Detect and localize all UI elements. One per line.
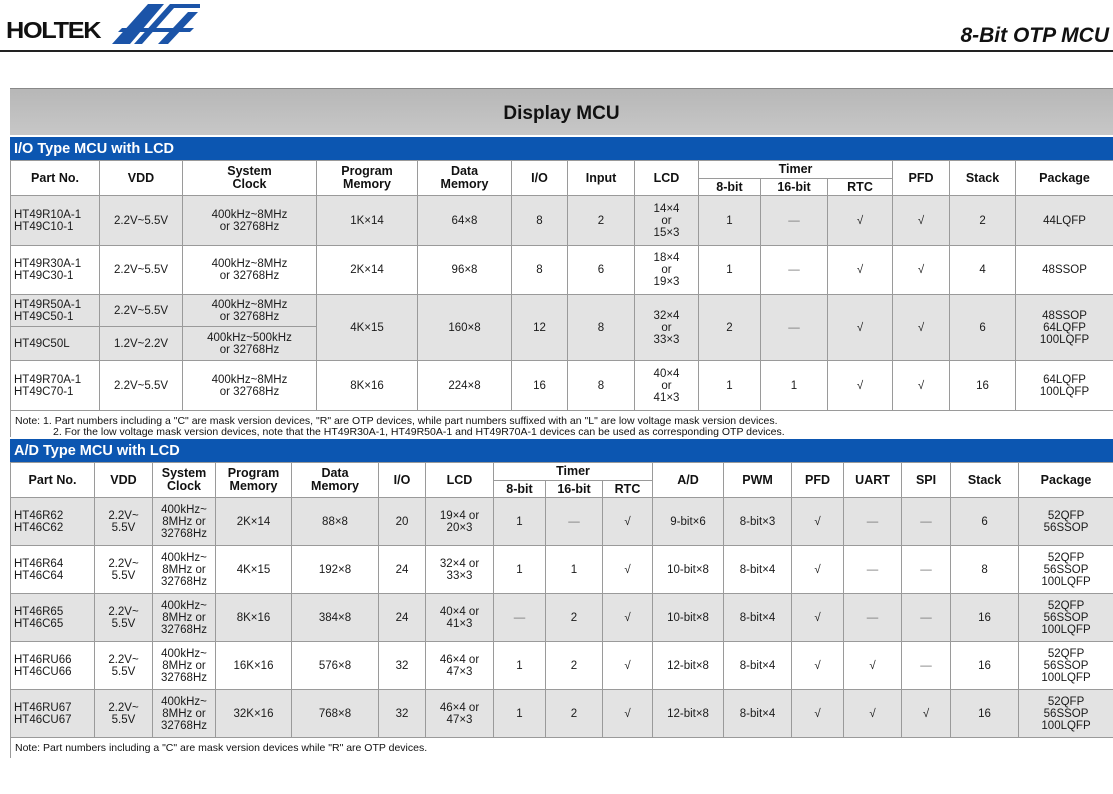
col-data-memory: Data Memory (418, 161, 512, 196)
cell-vdd: 2.2V~ 5.5V (95, 546, 153, 594)
cell-clock: 400kHz~ 8MHz or 32768Hz (153, 642, 216, 690)
col-timer-8bit: 8-bit (699, 179, 761, 196)
cell-timer-8bit: 1 (699, 246, 761, 295)
cell-rtc: √ (603, 642, 653, 690)
col-lcd: LCD (635, 161, 699, 196)
cell-package: 52QFP 56SSOP 100LQFP (1019, 546, 1113, 594)
cell-spi: — (902, 498, 951, 546)
cell-rtc: √ (603, 690, 653, 738)
table-row (11, 295, 1113, 327)
cell-clock: 400kHz~8MHz or 32768Hz (183, 295, 317, 327)
col-pfd: PFD (893, 161, 950, 196)
col-vdd: VDD (95, 463, 153, 498)
col-stack: Stack (950, 161, 1016, 196)
ad-table-body (11, 498, 1113, 738)
cell-pfd: √ (893, 295, 950, 361)
cell-clock: 400kHz~500kHz or 32768Hz (183, 327, 317, 361)
cell-program: 16K×16 (216, 642, 292, 690)
cell-clock: 400kHz~ 8MHz or 32768Hz (153, 594, 216, 642)
cell-pfd: √ (893, 246, 950, 295)
cell-io: 8 (512, 196, 568, 246)
col-pfd: PFD (792, 463, 844, 498)
cell-clock: 400kHz~ 8MHz or 32768Hz (153, 690, 216, 738)
cell-part: HT46R62 HT46C62 (11, 498, 95, 546)
cell-lcd: 40×4 or 41×3 (426, 594, 494, 642)
header-rule (0, 50, 1113, 52)
io-note (10, 411, 1113, 437)
cell-data: 224×8 (418, 361, 512, 411)
cell-clock: 400kHz~8MHz or 32768Hz (183, 361, 317, 411)
ad-note: Note: Part numbers including a "C" are mask version devices while "R" are OTP devices. (10, 738, 1113, 758)
table-row (11, 498, 1113, 546)
cell-lcd: 32×4 or 33×3 (426, 546, 494, 594)
table-row (11, 642, 1113, 690)
cell-t8: — (494, 594, 546, 642)
logo-wing-icon (108, 0, 203, 46)
cell-pwm: 8-bit×4 (724, 594, 792, 642)
cell-pwm: 8-bit×4 (724, 546, 792, 594)
cell-t16: — (546, 498, 603, 546)
cell-part: HT46R64 HT46C64 (11, 546, 95, 594)
cell-program: 2K×14 (216, 498, 292, 546)
document-title: 8-Bit OTP MCU (960, 24, 1109, 47)
cell-uart: √ (844, 690, 902, 738)
cell-io: 16 (512, 361, 568, 411)
cell-timer-8bit: 1 (699, 196, 761, 246)
holtek-logo (6, 0, 206, 50)
cell-rtc: √ (603, 546, 653, 594)
cell-package: 44LQFP (1016, 196, 1113, 246)
cell-ad: 10-bit×8 (653, 594, 724, 642)
cell-timer-8bit: 1 (699, 361, 761, 411)
cell-program: 2K×14 (317, 246, 418, 295)
cell-pwm: 8-bit×3 (724, 498, 792, 546)
cell-io: 8 (512, 246, 568, 295)
cell-input: 8 (568, 361, 635, 411)
ad-type-table (10, 462, 1113, 738)
cell-spi: — (902, 642, 951, 690)
cell-program: 4K×15 (216, 546, 292, 594)
col-timer: Timer (699, 161, 893, 179)
cell-lcd: 32×4 or 33×3 (635, 295, 699, 361)
cell-stack: 4 (950, 246, 1016, 295)
cell-vdd: 2.2V~5.5V (100, 246, 183, 295)
col-timer: Timer (494, 463, 653, 481)
col-timer-16bit: 16-bit (761, 179, 828, 196)
table-row (11, 361, 1113, 411)
cell-lcd: 19×4 or 20×3 (426, 498, 494, 546)
cell-spi: — (902, 594, 951, 642)
cell-rtc: √ (828, 361, 893, 411)
section-io-type: I/O Type MCU with LCD (10, 135, 1113, 160)
cell-t16: 2 (546, 594, 603, 642)
cell-io: 24 (379, 546, 426, 594)
cell-uart: — (844, 546, 902, 594)
table-row (11, 594, 1113, 642)
cell-package: 64LQFP 100LQFP (1016, 361, 1113, 411)
cell-vdd: 2.2V~5.5V (100, 361, 183, 411)
col-timer-rtc: RTC (603, 481, 653, 498)
cell-rtc: √ (828, 246, 893, 295)
cell-input: 6 (568, 246, 635, 295)
cell-program: 32K×16 (216, 690, 292, 738)
cell-lcd: 14×4 or 15×3 (635, 196, 699, 246)
cell-clock: 400kHz~8MHz or 32768Hz (183, 196, 317, 246)
cell-io: 24 (379, 594, 426, 642)
cell-ad: 12-bit×8 (653, 690, 724, 738)
cell-data: 96×8 (418, 246, 512, 295)
cell-timer-8bit: 2 (699, 295, 761, 361)
cell-rtc: √ (603, 498, 653, 546)
cell-part: HT49R50A-1 HT49C50-1 (11, 295, 100, 327)
cell-io: 12 (512, 295, 568, 361)
col-program-memory: Program Memory (317, 161, 418, 196)
cell-stack: 6 (951, 498, 1019, 546)
cell-part: HT49R70A-1 HT49C70-1 (11, 361, 100, 411)
cell-vdd: 2.2V~5.5V (100, 196, 183, 246)
cell-pfd: √ (893, 196, 950, 246)
cell-stack: 6 (950, 295, 1016, 361)
cell-part: HT49R10A-1 HT49C10-1 (11, 196, 100, 246)
col-timer-8bit: 8-bit (494, 481, 546, 498)
cell-pfd: √ (792, 498, 844, 546)
cell-t16: 2 (546, 690, 603, 738)
cell-pfd: √ (792, 690, 844, 738)
cell-lcd: 46×4 or 47×3 (426, 642, 494, 690)
cell-data: 576×8 (292, 642, 379, 690)
cell-pfd: √ (792, 642, 844, 690)
cell-ad: 10-bit×8 (653, 546, 724, 594)
col-timer-rtc: RTC (828, 179, 893, 196)
cell-spi: — (902, 546, 951, 594)
col-vdd: VDD (100, 161, 183, 196)
logo-text: HOLTEK (6, 17, 101, 43)
col-package: Package (1019, 463, 1113, 498)
cell-pfd: √ (792, 594, 844, 642)
cell-clock: 400kHz~ 8MHz or 32768Hz (153, 498, 216, 546)
cell-pfd: √ (893, 361, 950, 411)
table-row (11, 246, 1113, 295)
cell-timer-16bit: — (761, 295, 828, 361)
cell-vdd: 2.2V~ 5.5V (95, 642, 153, 690)
cell-package: 52QFP 56SSOP 100LQFP (1019, 642, 1113, 690)
cell-t16: 1 (546, 546, 603, 594)
cell-package: 52QFP 56SSOP (1019, 498, 1113, 546)
cell-ad: 12-bit×8 (653, 642, 724, 690)
io-note-2: 2. For the low voltage mask version devices, note that the HT49R30A-1, HT49R50A-1 and HT49R70A-1 devices can be used as corresponding OTP devices. (53, 426, 785, 438)
cell-package: 48SSOP (1016, 246, 1113, 295)
cell-part: HT46R65 HT46C65 (11, 594, 95, 642)
io-note-1: Note: 1. Part numbers including a "C" are mask version devices, "R" are OTP devices, while part numbers suffixed with an "L" are low voltage mask version devices. (15, 415, 778, 427)
cell-package: 52QFP 56SSOP 100LQFP (1019, 690, 1113, 738)
col-stack: Stack (951, 463, 1019, 498)
cell-lcd: 46×4 or 47×3 (426, 690, 494, 738)
cell-rtc: √ (828, 295, 893, 361)
col-ad: A/D (653, 463, 724, 498)
cell-stack: 16 (951, 690, 1019, 738)
cell-part: HT46RU66 HT46CU66 (11, 642, 95, 690)
cell-rtc: √ (603, 594, 653, 642)
col-pwm: PWM (724, 463, 792, 498)
table-row (11, 690, 1113, 738)
col-system-clock: System Clock (183, 161, 317, 196)
table-row (11, 546, 1113, 594)
cell-lcd: 40×4 or 41×3 (635, 361, 699, 411)
cell-ad: 9-bit×6 (653, 498, 724, 546)
cell-pfd: √ (792, 546, 844, 594)
cell-stack: 8 (951, 546, 1019, 594)
cell-package: 52QFP 56SSOP 100LQFP (1019, 594, 1113, 642)
cell-timer-16bit: 1 (761, 361, 828, 411)
cell-stack: 16 (950, 361, 1016, 411)
col-program-memory: Program Memory (216, 463, 292, 498)
cell-pwm: 8-bit×4 (724, 642, 792, 690)
cell-program: 1K×14 (317, 196, 418, 246)
col-package: Package (1016, 161, 1113, 196)
col-timer-16bit: 16-bit (546, 481, 603, 498)
cell-data: 384×8 (292, 594, 379, 642)
cell-vdd: 2.2V~ 5.5V (95, 498, 153, 546)
col-uart: UART (844, 463, 902, 498)
col-input: Input (568, 161, 635, 196)
cell-uart: — (844, 594, 902, 642)
cell-clock: 400kHz~ 8MHz or 32768Hz (153, 546, 216, 594)
cell-vdd: 2.2V~ 5.5V (95, 690, 153, 738)
cell-timer-16bit: — (761, 246, 828, 295)
cell-package: 48SSOP 64LQFP 100LQFP (1016, 295, 1113, 361)
io-type-table (10, 160, 1113, 411)
cell-part: HT49C50L (11, 327, 100, 361)
cell-part: HT46RU67 HT46CU67 (11, 690, 95, 738)
cell-io: 32 (379, 642, 426, 690)
cell-spi: √ (902, 690, 951, 738)
cell-stack: 2 (950, 196, 1016, 246)
cell-timer-16bit: — (761, 196, 828, 246)
cell-stack: 16 (951, 594, 1019, 642)
cell-program: 4K×15 (317, 295, 418, 361)
col-io: I/O (379, 463, 426, 498)
cell-io: 20 (379, 498, 426, 546)
page-header (0, 0, 1113, 56)
cell-pwm: 8-bit×4 (724, 690, 792, 738)
col-data-memory: Data Memory (292, 463, 379, 498)
cell-stack: 16 (951, 642, 1019, 690)
cell-t8: 1 (494, 690, 546, 738)
cell-input: 2 (568, 196, 635, 246)
cell-clock: 400kHz~8MHz or 32768Hz (183, 246, 317, 295)
cell-input: 8 (568, 295, 635, 361)
col-part-no: Part No. (11, 463, 95, 498)
banner-display-mcu: Display MCU (10, 88, 1113, 135)
cell-uart: — (844, 498, 902, 546)
col-spi: SPI (902, 463, 951, 498)
cell-data: 768×8 (292, 690, 379, 738)
cell-data: 192×8 (292, 546, 379, 594)
cell-program: 8K×16 (317, 361, 418, 411)
cell-vdd: 2.2V~5.5V (100, 295, 183, 327)
cell-vdd: 2.2V~ 5.5V (95, 594, 153, 642)
col-io: I/O (512, 161, 568, 196)
cell-t16: 2 (546, 642, 603, 690)
cell-program: 8K×16 (216, 594, 292, 642)
cell-t8: 1 (494, 642, 546, 690)
cell-data: 88×8 (292, 498, 379, 546)
table-row (11, 196, 1113, 246)
selection-guide (10, 88, 1113, 758)
section-ad-type: A/D Type MCU with LCD (10, 437, 1113, 462)
cell-io: 32 (379, 690, 426, 738)
cell-t8: 1 (494, 498, 546, 546)
cell-vdd: 1.2V~2.2V (100, 327, 183, 361)
cell-rtc: √ (828, 196, 893, 246)
col-part-no: Part No. (11, 161, 100, 196)
cell-data: 64×8 (418, 196, 512, 246)
cell-t8: 1 (494, 546, 546, 594)
col-system-clock: System Clock (153, 463, 216, 498)
cell-part: HT49R30A-1 HT49C30-1 (11, 246, 100, 295)
cell-data: 160×8 (418, 295, 512, 361)
col-lcd: LCD (426, 463, 494, 498)
cell-lcd: 18×4 or 19×3 (635, 246, 699, 295)
cell-uart: √ (844, 642, 902, 690)
